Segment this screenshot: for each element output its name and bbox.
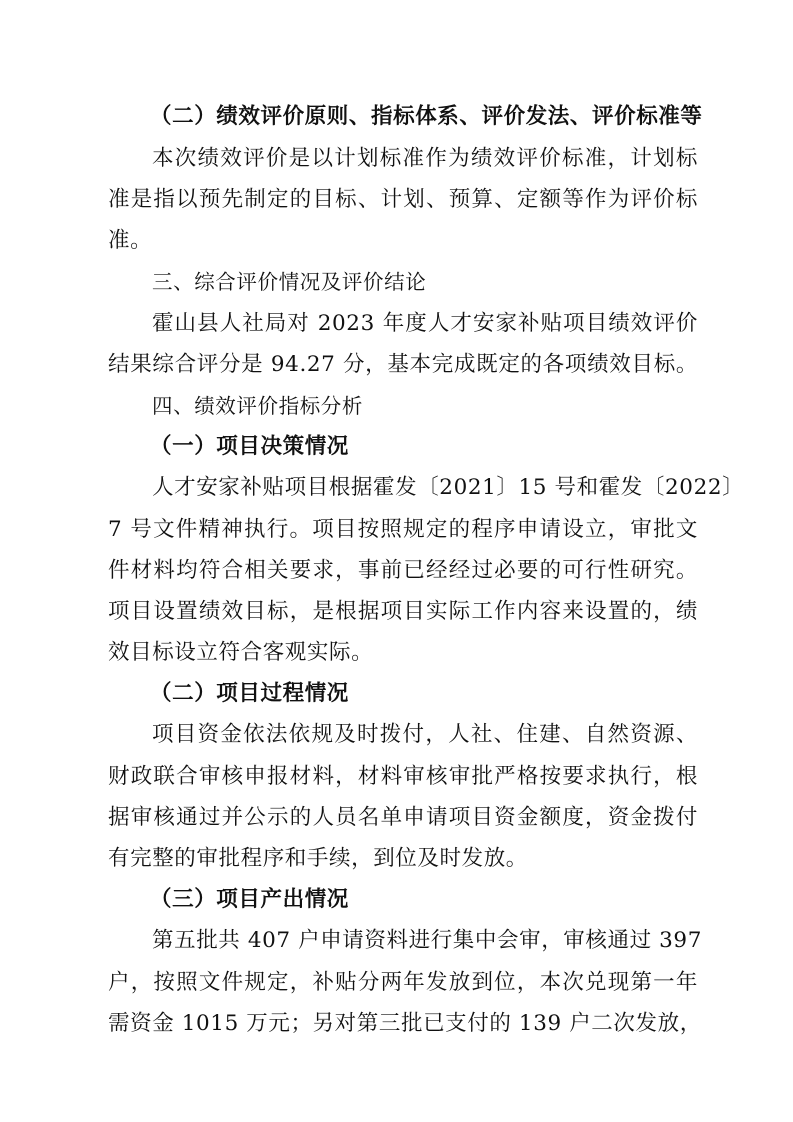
paragraph-line: 结果综合评分是 94.27 分，基本完成既定的各项绩效目标。 bbox=[108, 352, 698, 377]
paragraph-line: 财政联合审核申报材料，材料审核审批严格按要求执行，根 bbox=[108, 764, 698, 789]
paragraph-line: 霍山县人社局对 2023 年度人才安家补贴项目绩效评价 bbox=[152, 311, 698, 336]
subsection-heading-project-process: （二）项目过程情况 bbox=[150, 681, 349, 706]
paragraph-line: 第五批共 407 户申请资料进行集中会审，审核通过 397 bbox=[152, 928, 702, 953]
section-heading-evaluation-principles: （二）绩效评价原则、指标体系、评价发法、评价标准等 bbox=[150, 104, 703, 129]
paragraph-line: 件材料均符合相关要求，事前已经经过必要的可行性研究。 bbox=[108, 558, 698, 583]
paragraph-line: 效目标设立符合客观实际。 bbox=[108, 640, 374, 665]
subsection-heading-project-decision: （一）项目决策情况 bbox=[150, 434, 349, 459]
paragraph-line: 据审核通过并公示的人员名单申请项目资金额度，资金拨付 bbox=[108, 805, 698, 830]
paragraph-line: 项目设置绩效目标，是根据项目实际工作内容来设置的，绩 bbox=[108, 599, 698, 624]
paragraph-line: 本次绩效评价是以计划标准作为绩效评价标准，计划标 bbox=[152, 146, 698, 171]
paragraph-line: 项目资金依法依规及时拨付，人社、住建、自然资源、 bbox=[152, 722, 698, 747]
section-heading-indicator-analysis: 四、绩效评价指标分析 bbox=[152, 394, 363, 418]
paragraph-line: 需资金 1015 万元；另对第三批已支付的 139 户二次发放， bbox=[108, 1011, 702, 1036]
paragraph-line: 户，按照文件规定，补贴分两年发放到位，本次兑现第一年 bbox=[108, 970, 698, 995]
subsection-heading-project-output: （三）项目产出情况 bbox=[150, 887, 349, 912]
paragraph-line: 7 号文件精神执行。项目按照规定的程序申请设立，审批文 bbox=[108, 517, 698, 542]
paragraph-line: 准。 bbox=[108, 228, 153, 253]
paragraph-line: 人才安家补贴项目根据霍发〔2021〕15 号和霍发〔2022〕 bbox=[152, 475, 745, 500]
section-heading-comprehensive-evaluation: 三、综合评价情况及评价结论 bbox=[152, 270, 427, 294]
paragraph-line: 准是指以预先制定的目标、计划、预算、定额等作为评价标 bbox=[108, 187, 698, 212]
paragraph-line: 有完整的审批程序和手续，到位及时发放。 bbox=[108, 846, 528, 871]
